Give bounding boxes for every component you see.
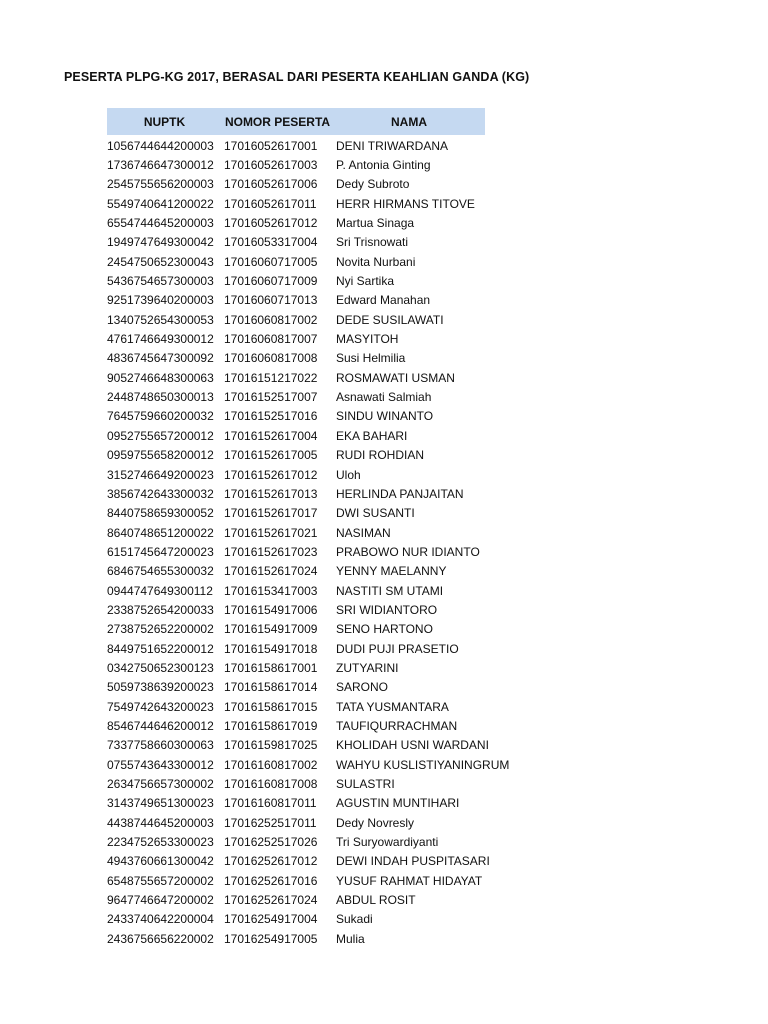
table-row bbox=[107, 426, 485, 445]
cell-nomor-peserta: 17016052617011 bbox=[224, 196, 317, 211]
cell-nuptk: 1340752654300053 bbox=[107, 312, 214, 327]
cell-nuptk: 5549740641200022 bbox=[107, 196, 214, 211]
table-row bbox=[107, 175, 485, 194]
cell-nama: WAHYU KUSLISTIYANINGRUM bbox=[336, 757, 510, 772]
cell-nuptk: 6554744645200003 bbox=[107, 216, 214, 231]
cell-nama: YUSUF RAHMAT HIDAYAT bbox=[336, 873, 483, 888]
cell-nuptk: 5059738639200023 bbox=[107, 680, 214, 695]
cell-nuptk: 7549742643200023 bbox=[107, 699, 214, 714]
cell-nuptk: 1949747649300042 bbox=[107, 235, 214, 250]
cell-nomor-peserta: 17016053317004 bbox=[224, 235, 318, 250]
table-row bbox=[107, 832, 485, 851]
header-nomor-peserta: NOMOR PESERTA bbox=[224, 114, 331, 129]
cell-nama: Novita Nurbani bbox=[336, 254, 416, 269]
cell-nama: PRABOWO NUR IDIANTO bbox=[336, 544, 480, 559]
cell-nuptk: 7645759660200032 bbox=[107, 409, 214, 424]
table-row bbox=[107, 136, 485, 155]
table-row bbox=[107, 890, 485, 909]
cell-nuptk: 4836745647300092 bbox=[107, 351, 214, 366]
cell-nama: DWI SUSANTI bbox=[336, 506, 415, 521]
cell-nomor-peserta: 17016060817002 bbox=[224, 312, 318, 327]
cell-nama: Mulia bbox=[336, 931, 365, 946]
table-row bbox=[107, 620, 485, 639]
table-row bbox=[107, 349, 485, 368]
cell-nama: DENI TRIWARDANA bbox=[336, 138, 449, 153]
cell-nomor-peserta: 17016152617005 bbox=[224, 448, 318, 463]
table-row bbox=[107, 465, 485, 484]
cell-nuptk: 2436756656220002 bbox=[107, 931, 214, 946]
cell-nomor-peserta: 17016252517011 bbox=[224, 815, 317, 830]
cell-nomor-peserta: 17016151217022 bbox=[224, 370, 318, 385]
cell-nomor-peserta: 17016152617021 bbox=[224, 525, 318, 540]
cell-nama: P. Antonia Ginting bbox=[336, 158, 431, 173]
cell-nomor-peserta: 17016154917006 bbox=[224, 602, 318, 617]
table-row bbox=[107, 736, 489, 755]
table-row bbox=[107, 407, 485, 426]
cell-nomor-peserta: 17016160817011 bbox=[224, 796, 317, 811]
table-row bbox=[107, 600, 485, 619]
cell-nuptk: 3856742643300032 bbox=[107, 486, 214, 501]
cell-nama: SENO HARTONO bbox=[336, 622, 433, 637]
cell-nomor-peserta: 17016158617001 bbox=[224, 660, 318, 675]
cell-nama: Edward Manahan bbox=[336, 293, 431, 308]
cell-nama: DUDI PUJI PRASETIO bbox=[336, 641, 459, 656]
cell-nomor-peserta: 17016152617013 bbox=[224, 486, 318, 501]
cell-nuptk: 1056744644200003 bbox=[107, 138, 214, 153]
table-row bbox=[107, 658, 485, 677]
cell-nama: YENNY MAELANNY bbox=[336, 564, 447, 579]
cell-nomor-peserta: 17016052617003 bbox=[224, 158, 318, 173]
cell-nama: SRI WIDIANTORO bbox=[336, 602, 438, 617]
cell-nomor-peserta: 17016052617006 bbox=[224, 177, 318, 192]
table-row bbox=[107, 271, 485, 290]
cell-nomor-peserta: 17016060717009 bbox=[224, 274, 318, 289]
header-nuptk: NUPTK bbox=[143, 114, 186, 129]
header-nama: NAMA bbox=[391, 114, 427, 129]
cell-nuptk: 6548755657200002 bbox=[107, 873, 214, 888]
cell-nuptk: 2234752653300023 bbox=[107, 835, 214, 850]
table-row bbox=[107, 310, 485, 329]
table-row bbox=[107, 774, 485, 793]
cell-nama: Tri Suryowardiyanti bbox=[336, 835, 439, 850]
table-body bbox=[107, 136, 510, 948]
table-row bbox=[107, 291, 485, 310]
cell-nuptk: 9647746647200002 bbox=[107, 893, 214, 908]
cell-nama: Sri Trisnowati bbox=[336, 235, 409, 250]
cell-nomor-peserta: 17016252617012 bbox=[224, 854, 318, 869]
cell-nomor-peserta: 17016152517016 bbox=[224, 409, 318, 424]
cell-nuptk: 6151745647200023 bbox=[107, 544, 214, 559]
table-row bbox=[107, 542, 485, 561]
cell-nomor-peserta: 17016158617015 bbox=[224, 699, 318, 714]
cell-nama: Nyi Sartika bbox=[336, 274, 395, 289]
cell-nama: EKA BAHARI bbox=[336, 428, 408, 443]
cell-nomor-peserta: 17016159817025 bbox=[224, 738, 318, 753]
cell-nomor-peserta: 17016052617001 bbox=[224, 138, 318, 153]
cell-nama: HERLINDA PANJAITAN bbox=[336, 486, 464, 501]
cell-nuptk: 0952755657200012 bbox=[107, 428, 214, 443]
cell-nuptk: 2448748650300013 bbox=[107, 390, 214, 405]
cell-nama: Susi Helmilia bbox=[336, 351, 406, 366]
table-row bbox=[107, 910, 485, 929]
cell-nomor-peserta: 17016152517007 bbox=[224, 390, 318, 405]
cell-nuptk: 6846754655300032 bbox=[107, 564, 214, 579]
table-row bbox=[107, 504, 485, 523]
table-row bbox=[107, 387, 485, 406]
cell-nomor-peserta: 17016160817002 bbox=[224, 757, 318, 772]
table-row bbox=[107, 484, 485, 503]
cell-nama: TAUFIQURRACHMAN bbox=[336, 718, 458, 733]
cell-nomor-peserta: 17016254917005 bbox=[224, 931, 318, 946]
table-row bbox=[107, 194, 485, 213]
cell-nuptk: 8640748651200022 bbox=[107, 525, 214, 540]
cell-nuptk: 9052746648300063 bbox=[107, 370, 214, 385]
cell-nama: AGUSTIN MUNTIHARI bbox=[336, 796, 460, 811]
table-row bbox=[107, 929, 485, 948]
cell-nama: Dedy Novresly bbox=[336, 815, 415, 830]
cell-nama: Asnawati Salmiah bbox=[336, 390, 432, 405]
cell-nuptk: 2634756657300002 bbox=[107, 777, 214, 792]
cell-nuptk: 9251739640200003 bbox=[107, 293, 214, 308]
cell-nama: MASYITOH bbox=[336, 332, 399, 347]
cell-nuptk: 2738752652200002 bbox=[107, 622, 214, 637]
cell-nomor-peserta: 17016160817008 bbox=[224, 777, 318, 792]
cell-nuptk: 3152746649200023 bbox=[107, 467, 214, 482]
cell-nomor-peserta: 17016060717005 bbox=[224, 254, 318, 269]
table-row bbox=[107, 329, 485, 348]
cell-nuptk: 0944747649300112 bbox=[107, 583, 213, 598]
cell-nama: Dedy Subroto bbox=[336, 177, 410, 192]
table-row bbox=[107, 813, 485, 832]
table-row bbox=[107, 697, 485, 716]
cell-nama: SINDU WINANTO bbox=[336, 409, 434, 424]
cell-nomor-peserta: 17016060817007 bbox=[224, 332, 318, 347]
cell-nama: ROSMAWATI USMAN bbox=[336, 370, 455, 385]
cell-nomor-peserta: 17016152617004 bbox=[224, 428, 318, 443]
table-row bbox=[107, 233, 485, 252]
cell-nuptk: 4438744645200003 bbox=[107, 815, 214, 830]
cell-nuptk: 2433740642200004 bbox=[107, 912, 214, 927]
cell-nomor-peserta: 17016153417003 bbox=[224, 583, 318, 598]
cell-nama: RUDI ROHDIAN bbox=[336, 448, 425, 463]
cell-nuptk: 8546744646200012 bbox=[107, 718, 214, 733]
cell-nomor-peserta: 17016158617019 bbox=[224, 718, 318, 733]
cell-nuptk: 2545755656200003 bbox=[107, 177, 214, 192]
document-title: PESERTA PLPG-KG 2017, BERASAL DARI PESERTA KEAHLIAN GANDA (KG) bbox=[64, 70, 530, 84]
participants-table bbox=[107, 108, 510, 948]
cell-nuptk: 2338752654200033 bbox=[107, 602, 214, 617]
table-row bbox=[107, 852, 490, 871]
cell-nama: Uloh bbox=[336, 467, 361, 482]
table-row bbox=[107, 446, 485, 465]
cell-nuptk: 3143749651300023 bbox=[107, 796, 214, 811]
cell-nuptk: 0342750652300123 bbox=[107, 660, 214, 675]
cell-nama: HERR HIRMANS TITOVE bbox=[336, 196, 475, 211]
cell-nuptk: 1736746647300012 bbox=[107, 158, 214, 173]
cell-nama: Sukadi bbox=[336, 912, 373, 927]
cell-nuptk: 4943760661300042 bbox=[107, 854, 214, 869]
cell-nomor-peserta: 17016060717013 bbox=[224, 293, 318, 308]
table-row bbox=[107, 562, 485, 581]
table-row bbox=[107, 581, 485, 600]
cell-nuptk: 0959755658200012 bbox=[107, 448, 214, 463]
table-row bbox=[107, 871, 485, 890]
cell-nomor-peserta: 17016254917004 bbox=[224, 912, 318, 927]
table-row bbox=[107, 523, 485, 542]
table-row bbox=[107, 755, 510, 774]
table-row bbox=[107, 252, 485, 271]
cell-nomor-peserta: 17016152617023 bbox=[224, 544, 318, 559]
cell-nama: ZUTYARINI bbox=[336, 660, 399, 675]
cell-nomor-peserta: 17016252617016 bbox=[224, 873, 318, 888]
cell-nomor-peserta: 17016252617024 bbox=[224, 893, 318, 908]
cell-nomor-peserta: 17016152617012 bbox=[224, 467, 318, 482]
cell-nuptk: 4761746649300012 bbox=[107, 332, 214, 347]
cell-nama: SARONO bbox=[336, 680, 389, 695]
table-row bbox=[107, 678, 485, 697]
cell-nuptk: 8440758659300052 bbox=[107, 506, 214, 521]
table-header bbox=[107, 108, 485, 135]
cell-nomor-peserta: 17016152617017 bbox=[224, 506, 318, 521]
table-row bbox=[107, 716, 485, 735]
cell-nuptk: 2454750652300043 bbox=[107, 254, 214, 269]
cell-nuptk: 8449751652200012 bbox=[107, 641, 214, 656]
cell-nama: NASTITI SM UTAMI bbox=[336, 583, 444, 598]
cell-nomor-peserta: 17016154917018 bbox=[224, 641, 318, 656]
cell-nama: DEDE SUSILAWATI bbox=[336, 312, 444, 327]
cell-nomor-peserta: 17016052617012 bbox=[224, 216, 318, 231]
cell-nama: TATA YUSMANTARA bbox=[336, 699, 449, 714]
cell-nama: KHOLIDAH USNI WARDANI bbox=[336, 738, 489, 753]
cell-nomor-peserta: 17016158617014 bbox=[224, 680, 318, 695]
table-row bbox=[107, 639, 485, 658]
cell-nomor-peserta: 17016152617024 bbox=[224, 564, 318, 579]
cell-nama: DEWI INDAH PUSPITASARI bbox=[336, 854, 490, 869]
table-row bbox=[107, 794, 485, 813]
cell-nuptk: 0755743643300012 bbox=[107, 757, 214, 772]
table-row bbox=[107, 155, 485, 174]
cell-nama: ABDUL ROSIT bbox=[336, 893, 416, 908]
cell-nuptk: 7337758660300063 bbox=[107, 738, 214, 753]
cell-nama: NASIMAN bbox=[336, 525, 391, 540]
cell-nomor-peserta: 17016252517026 bbox=[224, 835, 318, 850]
cell-nomor-peserta: 17016060817008 bbox=[224, 351, 318, 366]
table-row bbox=[107, 213, 485, 232]
table-row bbox=[107, 368, 485, 387]
cell-nama: SULASTRI bbox=[336, 777, 395, 792]
cell-nama: Martua Sinaga bbox=[336, 216, 415, 231]
cell-nuptk: 5436754657300003 bbox=[107, 274, 214, 289]
cell-nomor-peserta: 17016154917009 bbox=[224, 622, 318, 637]
